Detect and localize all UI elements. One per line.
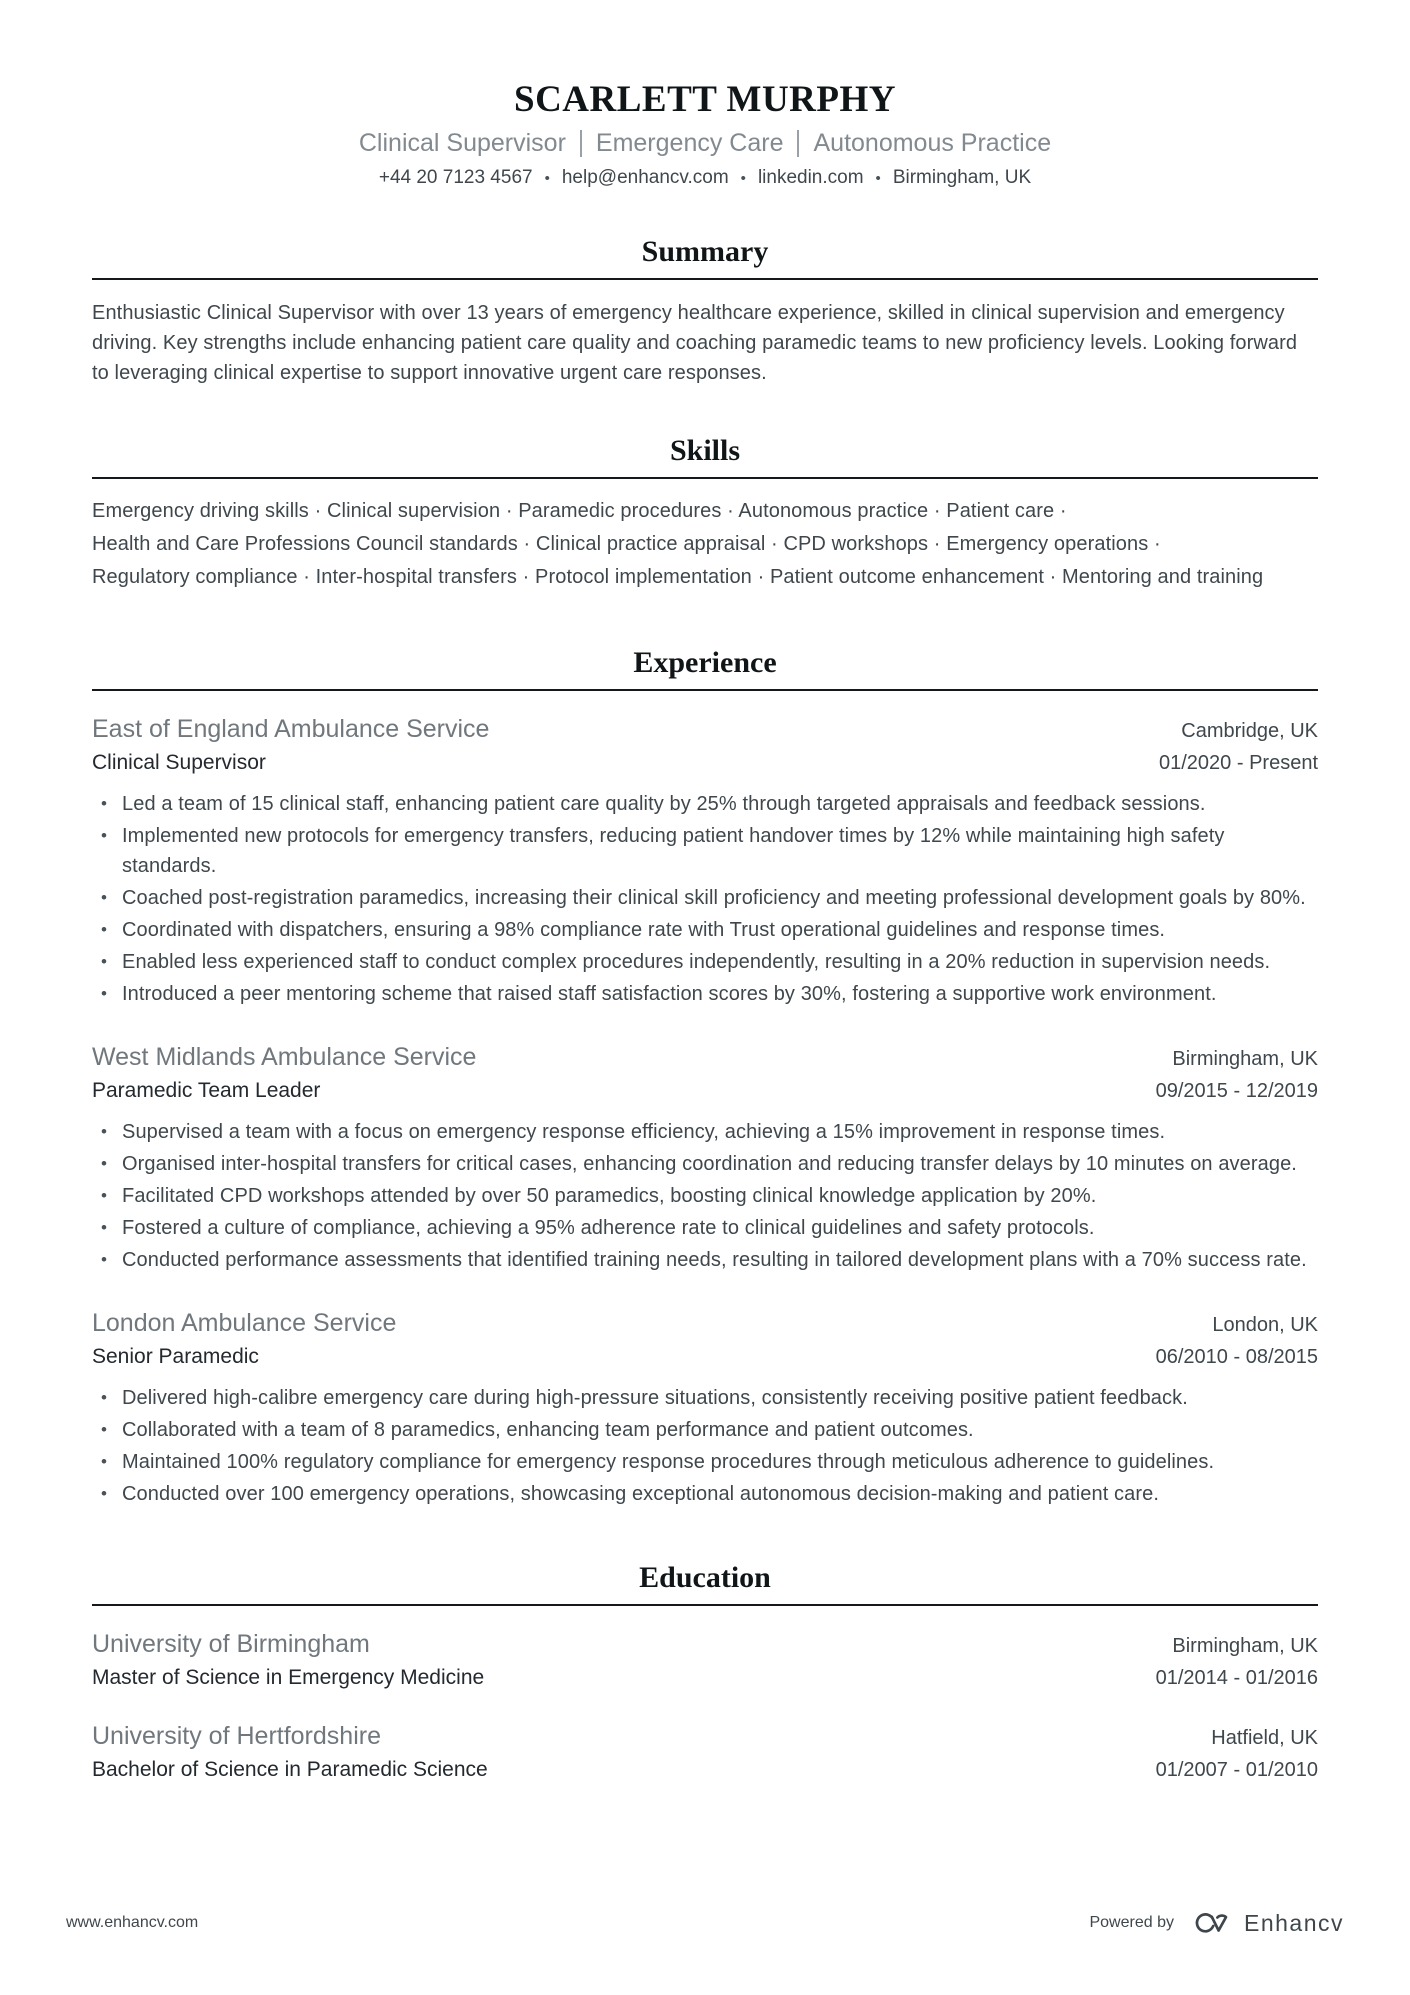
resume-header: [92, 78, 1318, 189]
section-summary: [92, 235, 1318, 388]
job-bullet: • Introduced a peer mentoring scheme that raised staff satisfaction scores by 30%, fostering a supportive work environment.: [92, 979, 1318, 1009]
summary-title: Summary: [641, 235, 769, 268]
school-location: Birmingham, UK: [1172, 1635, 1318, 1657]
education-title: Education: [639, 1561, 771, 1594]
section-divider: [92, 689, 1318, 691]
job-bullet: • Enabled less experienced staff to conduct complex procedures independently, resulting in a 20% reduction in supervision needs.: [92, 947, 1318, 977]
enhancv-brand-name: Enhancv: [1243, 1909, 1344, 1936]
company-name: West Midlands Ambulance Service: [92, 1043, 477, 1071]
experience-entry: [92, 711, 1318, 1009]
section-skills: [92, 434, 1318, 594]
job-bullet-list: [92, 1117, 1318, 1275]
headline-part: Emergency Care: [595, 129, 784, 157]
enhancv-logo-icon: [1188, 1909, 1234, 1937]
bullet-separator-icon: [876, 167, 881, 189]
job-bullet-list: [92, 1383, 1318, 1509]
skills-line: Emergency driving skills · Clinical supervision · Paramedic procedures · Autonomous practice · Patient care ·: [92, 500, 1067, 522]
contact-email[interactable]: help@enhancv.com: [561, 167, 729, 188]
powered-by-block[interactable]: [1089, 1909, 1344, 1937]
summary-text: Enthusiastic Clinical Supervisor with over 13 years of emergency healthcare experience, skilled in clinical supervision and emergency driving. Key strengths include enhancing patient care quality and coaching paramedic teams to new proficiency levels. Looking forward to leveraging clinical expertise to support innovative urgent care responses.: [92, 302, 1298, 384]
section-divider: [92, 278, 1318, 280]
job-bullet: • Fostered a culture of compliance, achieving a 95% adherence rate to clinical guidelines and safety protocols.: [92, 1213, 1318, 1243]
job-dates: 01/2020 - Present: [1159, 752, 1318, 774]
skills-line: Health and Care Professions Council standards · Clinical practice appraisal · CPD workshops · Emergency operations ·: [92, 533, 1161, 555]
job-location: Cambridge, UK: [1181, 720, 1318, 742]
company-name: London Ambulance Service: [92, 1309, 397, 1337]
contact-location: Birmingham, UK: [892, 167, 1032, 188]
job-dates: 09/2015 - 12/2019: [1155, 1080, 1318, 1102]
job-bullet: • Coordinated with dispatchers, ensuring a 98% compliance rate with Trust operational guidelines and response times.: [92, 915, 1318, 945]
job-title: Clinical Supervisor: [92, 751, 266, 774]
company-name: East of England Ambulance Service: [92, 715, 490, 743]
school-name: University of Birmingham: [92, 1630, 370, 1658]
contact-phone: +44 20 7123 4567: [378, 167, 533, 188]
job-dates: 06/2010 - 08/2015: [1155, 1346, 1318, 1368]
experience-entry: [92, 1305, 1318, 1509]
skills-title: Skills: [669, 434, 741, 467]
skills-line: Regulatory compliance · Inter-hospital transfers · Protocol implementation · Patient outcome enhancement · Mentoring and training: [92, 566, 1264, 588]
job-bullet: • Organised inter-hospital transfers for critical cases, enhancing coordination and reducing transfer delays by 10 minutes on average.: [92, 1149, 1318, 1179]
experience-entry: [92, 1039, 1318, 1275]
enhancv-brandmark: [1188, 1909, 1344, 1937]
candidate-headline: [92, 129, 1318, 158]
job-bullet: • Conducted over 100 emergency operations, showcasing exceptional autonomous decision-making and patient care.: [92, 1479, 1318, 1509]
job-title: Senior Paramedic: [92, 1345, 259, 1368]
job-bullet: • Implemented new protocols for emergency transfers, reducing patient handover times by 12% while maintaining high safety standards.: [92, 821, 1318, 881]
headline-part: Autonomous Practice: [813, 129, 1052, 157]
job-title: Paramedic Team Leader: [92, 1079, 321, 1102]
job-location: London, UK: [1212, 1314, 1318, 1336]
job-bullet: • Led a team of 15 clinical staff, enhancing patient care quality by 25% through targeted appraisals and feedback sessions.: [92, 789, 1318, 819]
job-bullet: • Delivered high-calibre emergency care during high-pressure situations, consistently receiving positive patient feedback.: [92, 1383, 1318, 1413]
job-bullet: • Supervised a team with a focus on emergency response efficiency, achieving a 15% improvement in response times.: [92, 1117, 1318, 1147]
job-bullet: • Maintained 100% regulatory compliance for emergency response procedures through meticulous adherence to guidelines.: [92, 1447, 1318, 1477]
education-entry: [92, 1626, 1318, 1694]
candidate-name: SCARLETT MURPHY: [514, 79, 896, 120]
bullet-separator-icon: [741, 167, 746, 189]
section-education: [92, 1561, 1318, 1786]
page-footer: [0, 1909, 1410, 1937]
section-divider: [92, 1604, 1318, 1606]
headline-part: Clinical Supervisor: [358, 129, 566, 157]
school-location: Hatfield, UK: [1211, 1727, 1318, 1749]
job-bullet: • Coached post-registration paramedics, increasing their clinical skill proficiency and meeting professional development goals by 80%.: [92, 883, 1318, 913]
job-bullet: • Collaborated with a team of 8 paramedics, enhancing team performance and patient outcomes.: [92, 1415, 1318, 1445]
education-entry: [92, 1718, 1318, 1786]
headline-divider: [797, 130, 799, 157]
experience-title: Experience: [633, 646, 777, 679]
contact-line: [92, 167, 1318, 189]
headline-divider: [580, 130, 582, 157]
section-divider: [92, 477, 1318, 479]
job-location: Birmingham, UK: [1172, 1048, 1318, 1070]
job-bullet: • Facilitated CPD workshops attended by over 50 paramedics, boosting clinical knowledge application by 20%.: [92, 1181, 1318, 1211]
degree-name: Bachelor of Science in Paramedic Science: [92, 1758, 488, 1781]
degree-dates: 01/2007 - 01/2010: [1155, 1759, 1318, 1781]
powered-by-label: Powered by: [1089, 1914, 1174, 1931]
job-bullet-list: [92, 789, 1318, 1009]
degree-name: Master of Science in Emergency Medicine: [92, 1666, 485, 1689]
skills-list: [92, 495, 1318, 594]
section-experience: [92, 646, 1318, 1509]
degree-dates: 01/2014 - 01/2016: [1155, 1667, 1318, 1689]
bullet-separator-icon: [545, 167, 550, 189]
job-bullet: • Conducted performance assessments that identified training needs, resulting in tailored development plans with a 70% success rate.: [92, 1245, 1318, 1275]
contact-website[interactable]: linkedin.com: [757, 167, 864, 188]
school-name: University of Hertfordshire: [92, 1722, 381, 1750]
footer-website-link[interactable]: www.enhancv.com: [66, 1914, 199, 1931]
